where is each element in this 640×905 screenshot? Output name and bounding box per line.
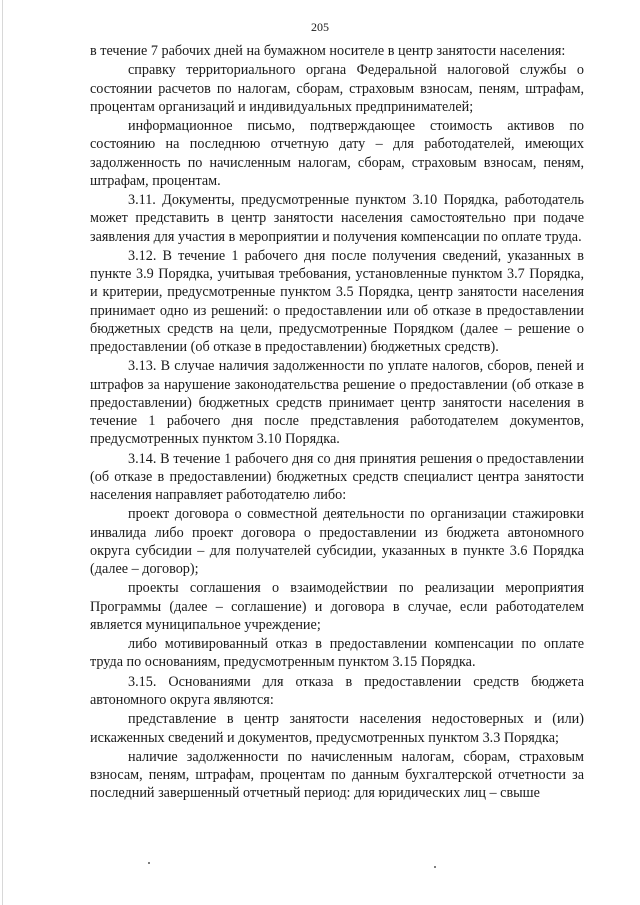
paragraph: проекты соглашения о взаимодействии по реализации мероприятия Программы (далее – соглашение) и договора в случае, если работодателем является муниципальное учреждение; (90, 580, 584, 633)
paragraph: информационное письмо, подтверждающее стоимость активов по состоянию на последнюю отчетную дату – для работодателей, имеющих задолженность по начисленным налогам, сборам, страховым взносам, пеням, штрафам, процентам. (90, 118, 584, 189)
paragraph: наличие задолженности по начисленным налогам, сборам, страховым взносам, пеням, штрафам, процентам по данным бухгалтерской отчетности за последний завершенный отчетный период: для юридических лиц – свыше (90, 748, 584, 802)
paragraph: либо мотивированный отказ в предоставлении компенсации по оплате труда по основаниям, предусмотренным пунктом 3.15 Порядка. (90, 636, 584, 671)
page-number: 205 (311, 20, 329, 34)
document-body (90, 42, 584, 804)
scan-edge-line (2, 0, 3, 905)
paragraph: справку территориального органа Федеральной налоговой службы о состоянии расчетов по налогам, сборам, страховым взносам, пеням, штрафам, процентам организаций и индивидуальных предпринимателей; (90, 62, 584, 115)
paragraph: представление в центр занятости населения недостоверных и (или) искаженных сведений и документов, предусмотренных пунктом 3.3 Порядка; (90, 711, 584, 746)
paragraph: в течение 7 рабочих дней на бумажном носителе в центр занятости населения: (90, 43, 566, 59)
paragraph: 3.15. Основаниями для отказа в предоставлении средств бюджета автономного округа являются: (90, 673, 584, 708)
paragraph: 3.12. В течение 1 рабочего дня после получения сведений, указанных в пункте 3.9 Порядка, учитывая требования, установленные пунктом 3.7 Порядка, и критерии, предусмотренные пунктом 3.5 Порядка, центр занятости населения принимает одно из решений: о предоставлении или об отказе в предоставлении бюджетных средств на цели, предусмотренные Порядком (далее – решение о предоставлении (об отказе в предоставлении) бюджетных средств). (90, 247, 584, 355)
scan-speck (434, 866, 436, 868)
paragraph: 3.11. Документы, предусмотренные пунктом 3.10 Порядка, работодатель может представить в центр занятости населения самостоятельно при подаче заявления для участия в мероприятии и получения компенсации по оплате труда. (90, 192, 584, 245)
scan-speck (148, 862, 150, 864)
paragraph: проект договора о совместной деятельности по организации стажировки инвалида либо проект договора о предоставлении из бюджета автономного округа субсидии – для получателей субсидии, указанных в пункте 3.6 Порядка (далее – договор); (90, 506, 584, 577)
paragraph: 3.14. В течение 1 рабочего дня со дня принятия решения о предоставлении (об отказе в предоставлении) бюджетных средств специалист центра занятости населения направляет работодателю либо: (90, 450, 584, 503)
paragraph: 3.13. В случае наличия задолженности по уплате налогов, сборов, пеней и штрафов за нарушение законодательства решение о предоставлении (об отказе в предоставлении) бюджетных средств принимает центр занятости населения в течение 1 рабочего дня после представления работодателем документов, предусмотренных пунктом 3.10 Порядка. (90, 358, 584, 448)
